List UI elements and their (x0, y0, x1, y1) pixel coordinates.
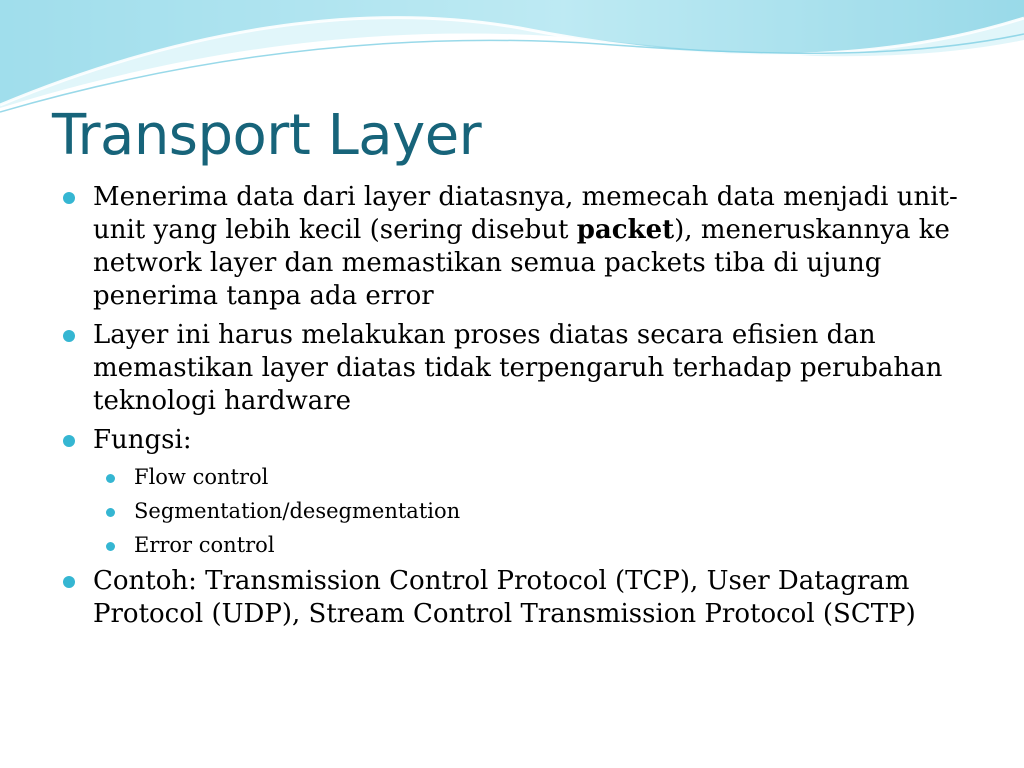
bullet-dot-icon (63, 435, 75, 447)
bullet-dot-icon (63, 192, 75, 204)
bullet-text-part: ), meneruskannya ke network layer dan memastikan semua packets tiba di ujung penerima tanpa ada error (93, 215, 950, 311)
bullet-text: Contoh: Transmission Control Protocol (TCP), User Datagram Protocol (UDP), Stream Control Transmission Protocol (SCTP) (93, 566, 916, 629)
sub-bullet-text: Flow control (134, 465, 269, 489)
sub-bullet-item (101, 497, 1000, 525)
bullet-text: Fungsi: (93, 425, 192, 455)
bullet-text: Layer ini harus melakukan proses diatas secara efisien dan memastikan layer diatas tidak terpengaruh terhadap perubahan teknologi hardware (93, 320, 943, 416)
sub-bullet-item (101, 463, 1000, 491)
sub-bullet-text: Segmentation/desegmentation (134, 499, 461, 523)
bullet-item (60, 565, 1000, 631)
bullet-text-part: Menerima data dari layer diatasnya, memecah data menjadi unit-unit yang lebih kecil (sering disebut (93, 182, 958, 245)
bullet-item (60, 181, 1000, 313)
sub-bullet-item (101, 531, 1000, 559)
sub-bullet-dot-icon (106, 508, 115, 517)
sub-bullet-dot-icon (106, 542, 115, 551)
sub-bullet-text: Error control (134, 533, 275, 557)
bullet-list (60, 181, 1000, 631)
slide-title: Transport Layer (52, 103, 482, 168)
bullet-item (60, 319, 1000, 418)
sub-bullet-dot-icon (106, 474, 115, 483)
bullet-dot-icon (63, 330, 75, 342)
sub-bullet-list (101, 463, 1000, 559)
bullet-bold-term: packet (576, 215, 675, 245)
bullet-item (60, 424, 1000, 559)
slide-content (60, 181, 1000, 637)
bullet-dot-icon (63, 576, 75, 588)
